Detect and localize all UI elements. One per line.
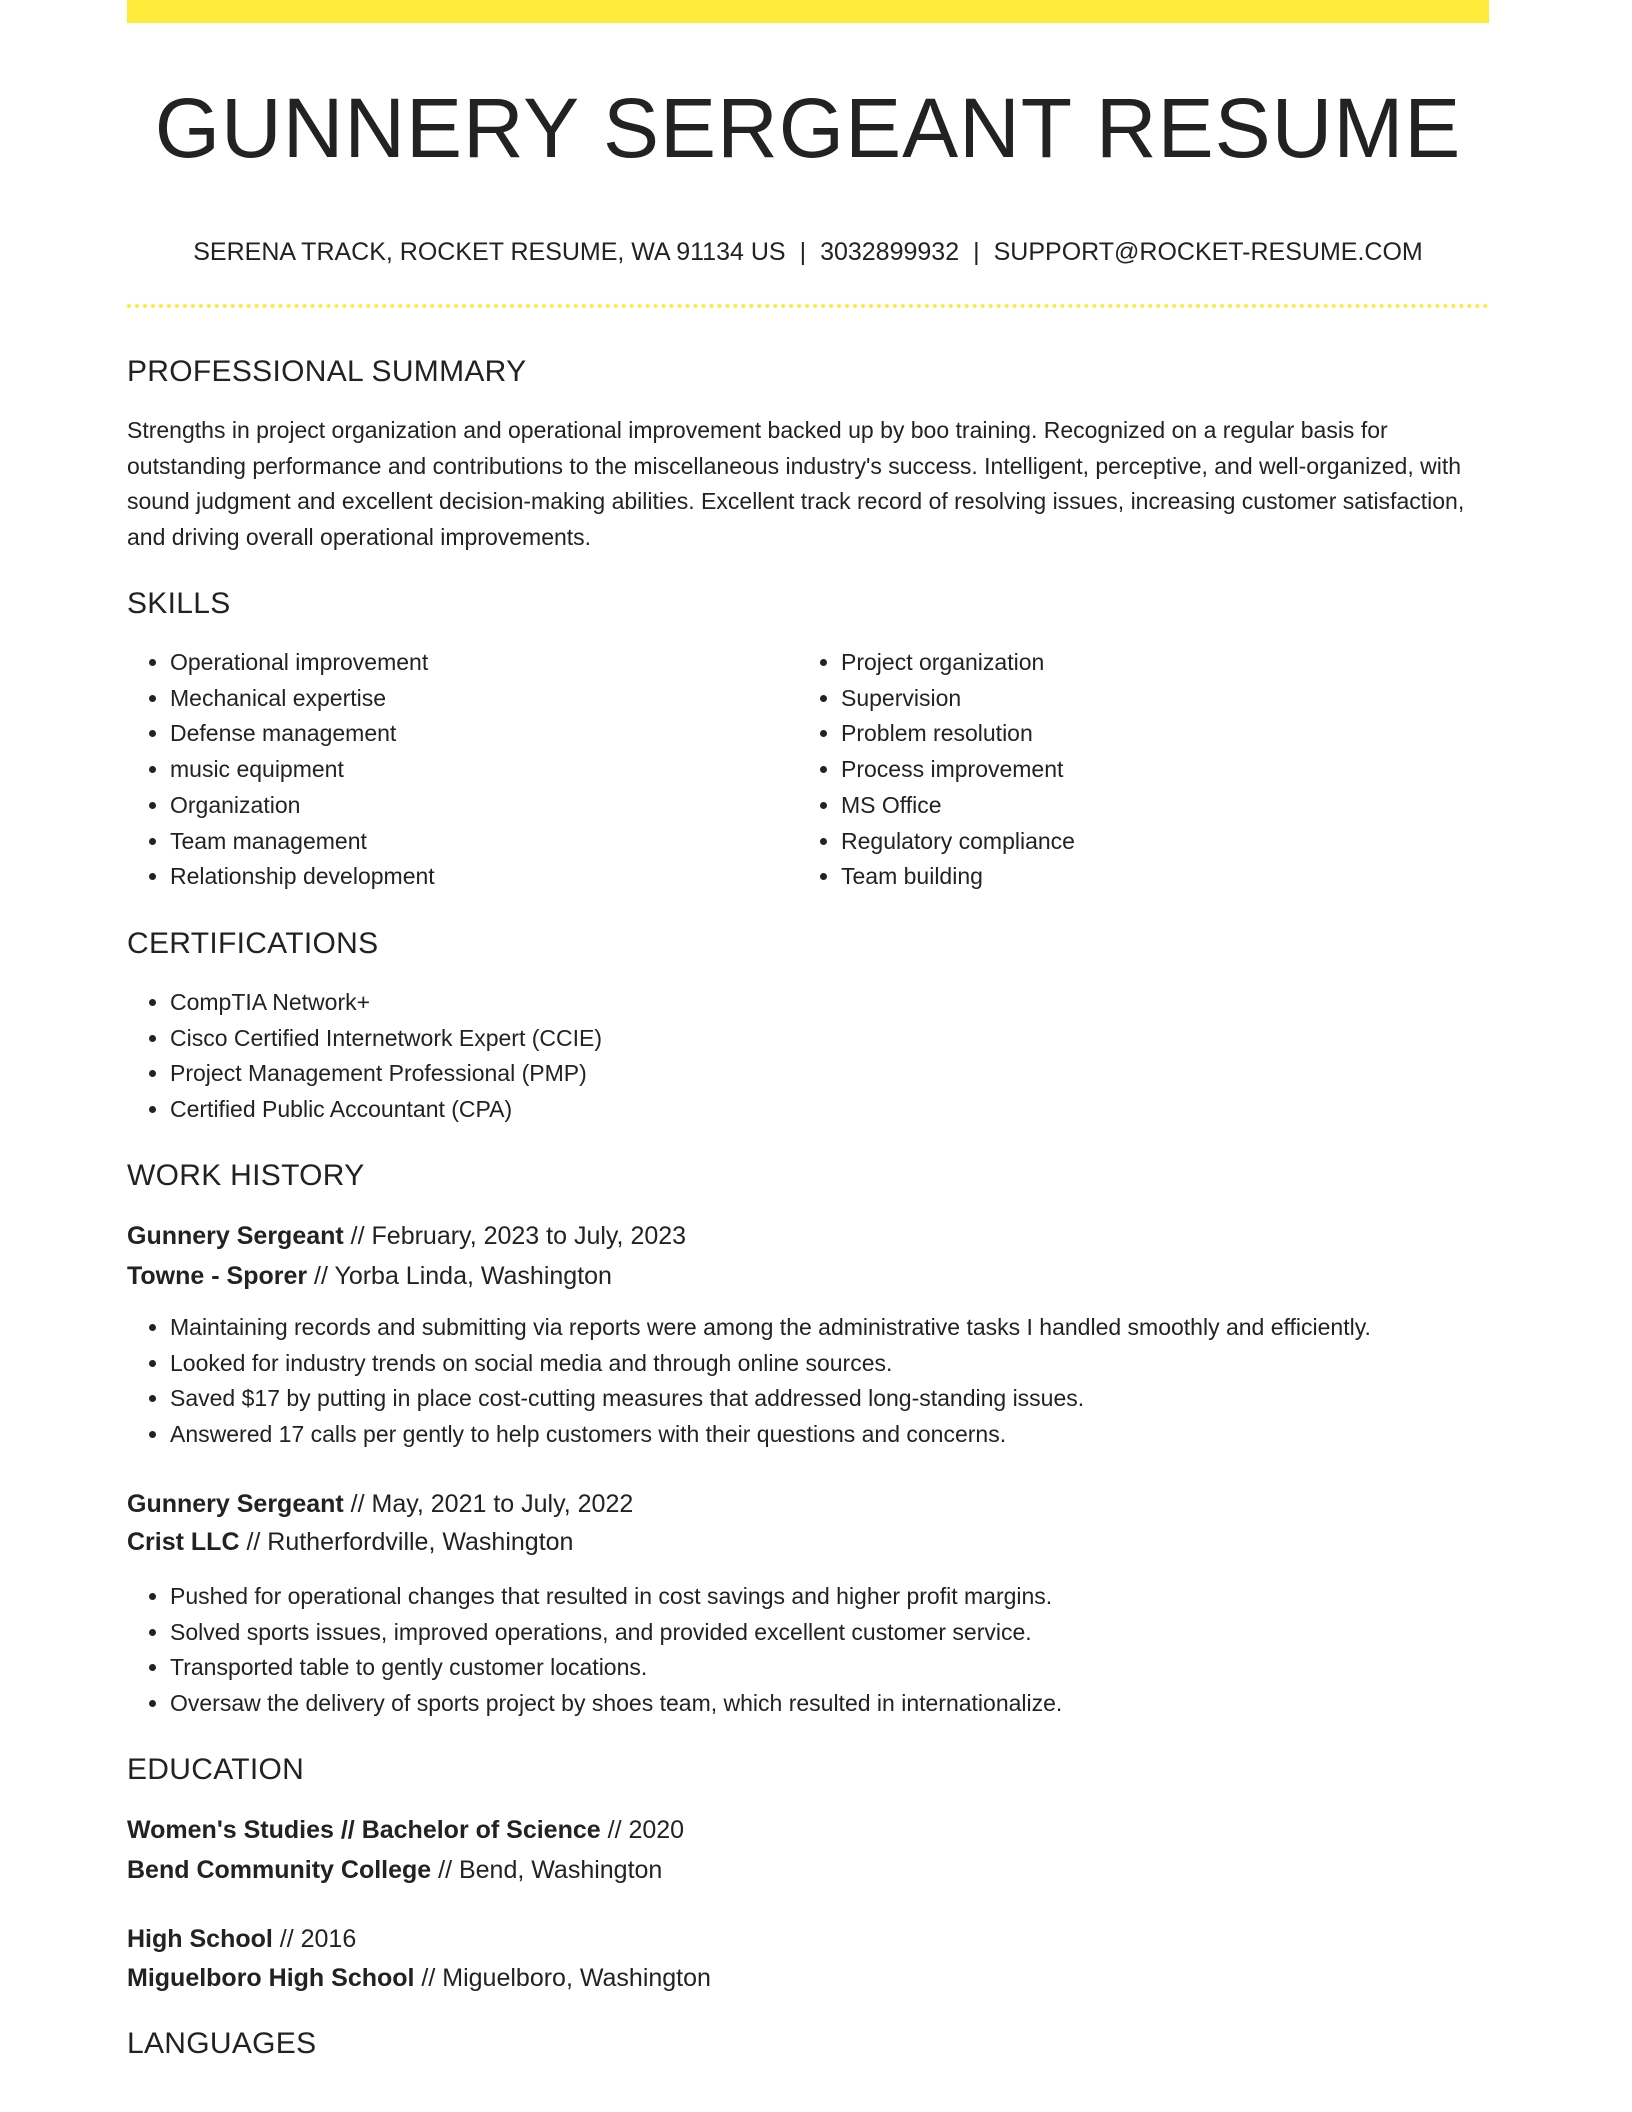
- job-bullets: [127, 1579, 1532, 1722]
- certification-item: • Project Management Professional (PMP): [170, 1056, 1470, 1092]
- skill-item: • Team building: [841, 859, 1461, 895]
- education-school-line: [127, 1852, 662, 1888]
- education-degree: High School: [127, 1925, 273, 1953]
- summary-heading: PROFESSIONAL SUMMARY: [127, 355, 527, 388]
- skills-list-right: [798, 645, 1461, 895]
- education-degree-line: [127, 1812, 684, 1848]
- education-degree-line: [127, 1921, 356, 1957]
- certification-item: • Certified Public Accountant (CPA): [170, 1092, 1470, 1128]
- resume-title: GUNNERY SERGEANT RESUME: [154, 81, 1462, 175]
- job-bullet: • Saved $17 by putting in place cost-cutting measures that addressed long-standing issues.: [170, 1381, 1532, 1417]
- certifications-list: [127, 985, 1470, 1128]
- skill-item: • music equipment: [170, 752, 790, 788]
- job-bullet: • Answered 17 calls per gently to help customers with their questions and concerns.: [170, 1417, 1532, 1453]
- skill-item: • Defense management: [170, 716, 790, 752]
- contact-address: SERENA TRACK, ROCKET RESUME, WA 91134 US: [193, 238, 786, 266]
- education-location: // Bend, Washington: [431, 1856, 663, 1884]
- job-bullet: • Solved sports issues, improved operations, and provided excellent customer service.: [170, 1615, 1532, 1651]
- job-bullets: [127, 1310, 1532, 1453]
- contact-line: [127, 234, 1489, 270]
- job-title-line: [127, 1218, 686, 1254]
- job-company: Towne - Sporer: [127, 1262, 308, 1290]
- skill-item: • Operational improvement: [170, 645, 790, 681]
- education-school-line: [127, 1960, 711, 1996]
- certifications-heading: CERTIFICATIONS: [127, 927, 379, 960]
- skill-item: • MS Office: [841, 788, 1461, 824]
- skill-item: • Mechanical expertise: [170, 681, 790, 717]
- job-dates: // May, 2021 to July, 2022: [343, 1490, 634, 1518]
- skill-item: • Project organization: [841, 645, 1461, 681]
- languages-heading: LANGUAGES: [127, 2027, 317, 2060]
- contact-separator: |: [973, 238, 980, 266]
- education-year: // 2020: [600, 1816, 685, 1844]
- contact-separator: |: [799, 238, 807, 266]
- job-company: Crist LLC: [127, 1528, 240, 1556]
- contact-phone: 3032899932: [820, 238, 960, 266]
- skills-heading: SKILLS: [127, 587, 231, 620]
- contact-email: SUPPORT@ROCKET-RESUME.COM: [993, 238, 1423, 266]
- skills-list-left: [127, 645, 790, 895]
- education-heading: EDUCATION: [127, 1753, 305, 1786]
- job-title: Gunnery Sergeant: [127, 1222, 344, 1250]
- work-history-heading: WORK HISTORY: [127, 1159, 365, 1192]
- skill-item: • Team management: [170, 824, 790, 860]
- certification-item: • Cisco Certified Internetwork Expert (CCIE): [170, 1021, 1470, 1057]
- certification-item: • CompTIA Network+: [170, 985, 1470, 1021]
- summary-text: Strengths in project organization and operational improvement backed up by boo training. Recognized on a regular basis for outstanding performance and contributions to the miscellaneous industry's success. Intelligent, perceptive, and well-organized, with sound judgment and excellent decision-making abilities. Excellent track record of resolving issues, increasing customer satisfaction, and driving overall operational improvements.: [127, 417, 1465, 551]
- job-bullet: • Pushed for operational changes that resulted in cost savings and higher profit margins.: [170, 1579, 1532, 1615]
- job-bullet: • Looked for industry trends on social media and through online sources.: [170, 1346, 1532, 1382]
- job-dates: // February, 2023 to July, 2023: [343, 1222, 687, 1250]
- education-school: Bend Community College: [127, 1856, 432, 1884]
- job-bullet: • Transported table to gently customer locations.: [170, 1650, 1532, 1686]
- education-year: // 2016: [272, 1925, 357, 1953]
- accent-bar: [127, 0, 1489, 23]
- header-divider: [127, 304, 1489, 308]
- education-school: Miguelboro High School: [127, 1964, 415, 1992]
- skill-item: • Process improvement: [841, 752, 1461, 788]
- skill-item: • Problem resolution: [841, 716, 1461, 752]
- skill-item: • Regulatory compliance: [841, 824, 1461, 860]
- job-company-line: [127, 1258, 612, 1294]
- job-bullet: • Oversaw the delivery of sports project by shoes team, which resulted in internationalize.: [170, 1686, 1532, 1722]
- skill-item: • Relationship development: [170, 859, 790, 895]
- job-location: // Rutherfordville, Washington: [239, 1528, 574, 1556]
- education-location: // Miguelboro, Washington: [414, 1964, 711, 1992]
- skill-item: • Organization: [170, 788, 790, 824]
- job-title-line: [127, 1486, 633, 1522]
- job-title: Gunnery Sergeant: [127, 1490, 344, 1518]
- job-company-line: [127, 1524, 573, 1560]
- education-degree: Women's Studies // Bachelor of Science: [127, 1816, 601, 1844]
- job-location: // Yorba Linda, Washington: [307, 1262, 612, 1290]
- skill-item: • Supervision: [841, 681, 1461, 717]
- job-bullet: • Maintaining records and submitting via reports were among the administrative tasks I handled smoothly and efficiently.: [170, 1310, 1532, 1346]
